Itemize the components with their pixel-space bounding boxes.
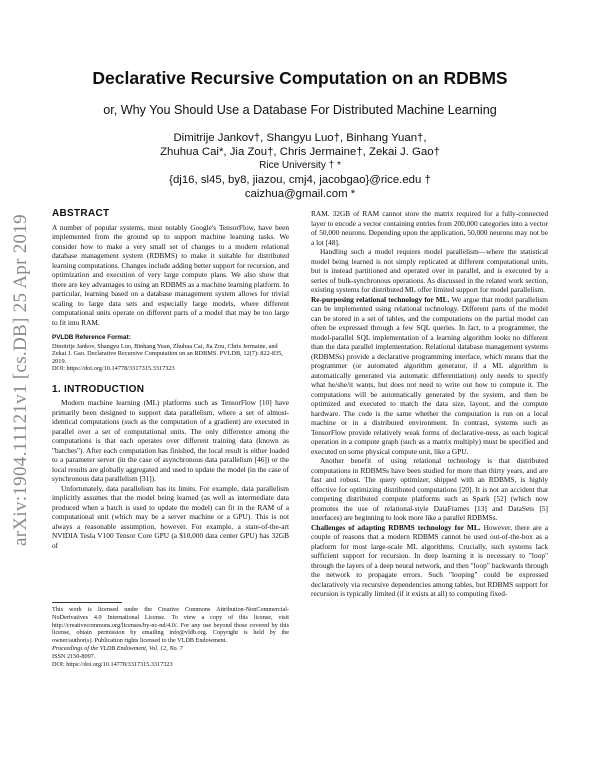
abstract-heading: ABSTRACT bbox=[52, 208, 110, 219]
runin-heading-repurposing: Re-purposing relational technology for ML. bbox=[311, 294, 450, 304]
right-paragraph-3 bbox=[311, 295, 548, 457]
right-paragraph-4: Another benefit of using relational technology is that distributed computations in RDBMSs have been studied for more than thirty years, and are fast and robust. The query optimizer, shipped with an RDBMS, is highly effective for optimizing distributed computations [20]. It is not an accident that competing distributed compute platforms such as Spark [52] (which now promotes the use of relational-style DataFrames [13] and DataSets [5] interfaces) are beginning to look more like a parallel RDBMSs. bbox=[311, 456, 548, 522]
authors-line-1: Dimitrije Jankov†, Shangyu Luo†, Binhang Yuan†, bbox=[173, 132, 427, 144]
emails-line-2: caizhua@gmail.com * bbox=[244, 188, 356, 200]
left-column bbox=[52, 209, 289, 550]
right-paragraph-1: RAM. 32GB of RAM cannot store the matrix required for a fully-connected layer to encode a vector containing entries from 200,000 categories into a vector of 50,000 neurons. Depending upon the application, 50,000 neurons may not be a lot [48]. bbox=[311, 209, 548, 247]
pvldb-reference: Dimitrije Jankov, Shangyu Luo, Binhang Yuan, Zhuhua Cai, Jia Zou, Chris Jermaine, and Zekai J. Gao. Declarative Recursive Computation on an RDBMS. PVLDB, 12(7): 822-835, 2019. bbox=[52, 342, 283, 365]
proceedings-line: Proceedings of the VLDB Endowment, Vol. 12, No. 7 bbox=[52, 644, 183, 652]
author-block bbox=[0, 131, 600, 201]
paper-subtitle: or, Why You Should Use a Database For Distributed Machine Learning bbox=[103, 103, 497, 117]
affiliation: Rice University † * bbox=[259, 160, 341, 171]
license-footer bbox=[52, 602, 289, 668]
emails-line-1: {dj16, sl45, by8, jiazou, cmj4, jacobgao}@rice.edu † bbox=[169, 174, 431, 186]
license-text: This work is licensed under the Creative Commons Attribution-NonCommercial-NoDerivatives 4.0 International License. To view a copy of this license, visit http://creativecommons.org/licenses/by-nc-nd/4.0/. For any use beyond those covered by this license, obtain permission by emailing info@vldb.org. Copyright is held by the owner/author(s). Publication rights licensed to the VLDB Endowment. bbox=[52, 606, 289, 645]
authors-line-2: Zhuhua Cai*, Jia Zou†, Chris Jermaine†, Zekai J. Gao† bbox=[160, 146, 440, 158]
arxiv-side-stamp bbox=[6, 190, 36, 570]
footer-doi: DOI: https://doi.org/10.14778/3317315.3317323 bbox=[52, 660, 173, 668]
issn-line: ISSN 2150-8097. bbox=[52, 652, 96, 660]
abstract-body: A number of popular systems, most notably Google's TensorFlow, have been implemented from the ground up to support machine learning tasks. We consider how to make a very small set of changes to a modern relational database management system (RDBMS) to make it suitable for distributed learning computations. Changes include adding better support for recursion, and optimization and execution of very large compute plans. We also show that there are key advantages to using an RDBMS as a machine learning platform. In particular, learning based on a database management system allows for trivial scaling to large data sets and especially large models, where different computational units operate on different parts of a model that may be too large to fit into RAM. bbox=[52, 222, 289, 327]
pvldb-doi: DOI: https://doi.org/10.14778/3317315.3317323 bbox=[52, 365, 175, 373]
pvldb-heading: PVLDB Reference Format: bbox=[52, 334, 131, 341]
challenges-body: However, there are a couple of reasons that a modern RDBMS cannot be used out-of-the-box as a platform for most large-scale ML algorithms. Crucially, such systems lack sufficient support for recursion. In deep learning it is necessary to "loop" through the layers of a deep neural network, and then "loop" backwards through the network to propagate errors. Such "looping" could be expressed declaratively via recursive dependencies among tables, but RDBMS support for recursion is typically limited (if it exists at all) to computing fixed- bbox=[311, 522, 549, 598]
right-paragraph-5 bbox=[311, 523, 548, 599]
right-column bbox=[311, 209, 548, 599]
repurposing-body: We argue that model parallelism can be implemented using relational technology. Different parts of the model can be stored in a set of tables, and the computations on the partial model can often be expressed through a few SQL queries. In fact, to a programmer, the model-parallel SQL implementation of a learning algorithm looks no different than the data parallel implementation. Relational database management systems (RDBMSs) provide a declarative programming interface, which means that the programmer (or automated algorithm generator, if a ML algorithm is automatically generated via automatic differentiation) only needs to specify what he/she/it wants, but does not need to write out how to compute it. The computations will be automatically generated by the system, and then be optimized and executed to match the data size, layout, and the compute hardware. The code is the same whether the computation is run on a local machine or in a distributed environment. In contrast, systems such as TensorFlow provide relatively weak forms of declarative-ness, as each logical operation in a compute graph (such as a matrix multiply) must be specified and executed on some physical compute unit, like a GPU. bbox=[311, 294, 548, 456]
runin-heading-challenges: Challenges of adapting RDBMS technology for ML. bbox=[311, 522, 481, 532]
arxiv-identifier: arXiv:1904.11121v1 [cs.DB] 25 Apr 2019 bbox=[10, 214, 31, 546]
intro-heading: 1. INTRODUCTION bbox=[52, 383, 145, 395]
intro-paragraph-2: Unfortunately, data parallelism has its limits. For example, data parallelism implicitly assumes that the model being learned (as well as intermediate data produced when a batch is used to update the model) can fit in the RAM of a computational unit (which may be a server machine or a GPU). This is not always a reasonable assumption, however. For example, a state-of-the-art NVIDIA Tesla V100 Tensor Core GPU (a $10,000 data center GPU) has 32GB of bbox=[52, 483, 289, 550]
paper-header bbox=[0, 68, 600, 201]
footer-rule bbox=[52, 602, 122, 603]
paper-title: Declarative Recursive Computation on an RDBMS bbox=[92, 68, 508, 88]
right-paragraph-2: Handling such a model requires model parallelism—where the statistical model being learned is not simply replicated at different computational units, but is instead partitioned and operated over in parallel, and is executed by a series of bulk-synchronous operations. As discussed in the related work section, existing systems for distributed ML offer limited support for model parallelism. bbox=[311, 247, 548, 294]
intro-paragraph-1: Modern machine learning (ML) platforms such as TensorFlow [10] have primarily been designed to support data parallelism, where a set of almost-identical computations (such as the computation of a gradient) are executed in parallel over a set of computational units. The only difference among the computations is that each operates over different training data (known as "batches"). After each computation has finished, the local result is either loaded to a parameter server (in the case of asynchronous data parallelism [46]) or the local results are globally aggregated and used to update the model (in the case of synchronous data parallelism [31]). bbox=[52, 398, 289, 484]
